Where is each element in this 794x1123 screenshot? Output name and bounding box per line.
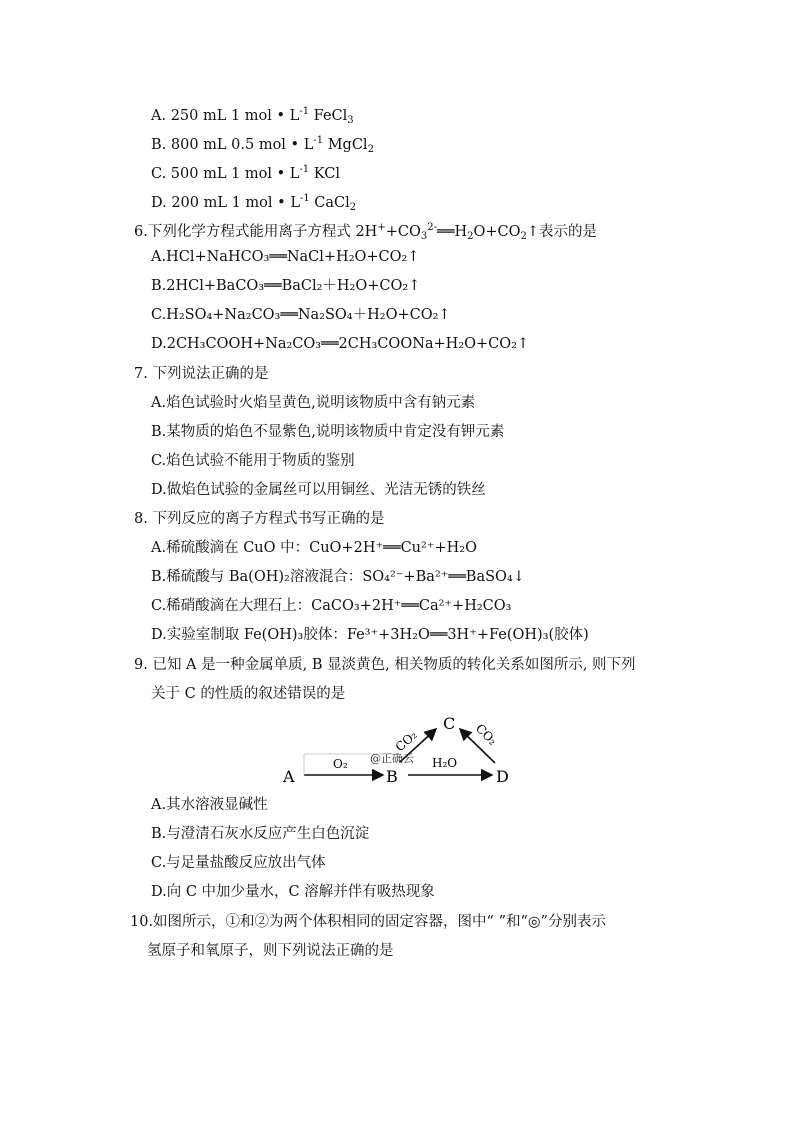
q8-option-c: C.稀硝酸滴在大理石上：CaCO₃+2H⁺══Ca²⁺+H₂CO₃ (151, 598, 512, 614)
q5-option-b (151, 131, 374, 160)
q10-stem-line1: 10.如图所示，①和②为两个体积相同的固定容器，图中“ ”和“◎”分别表示 (130, 914, 606, 930)
q8-stem: 8. 下列反应的离子方程式书写正确的是 (134, 511, 385, 527)
diagram-edge-label-co2-right: CO₂ (472, 721, 500, 748)
q5-option-b-text: B. 800 mL 0.5 mol • L (151, 137, 314, 153)
q7-option-c: C.焰色试验不能用于物质的鉴别 (151, 453, 355, 469)
q8-option-b: B.稀硫酸与 Ba(OH)₂溶液混合：SO₄²⁻+Ba²⁺══BaSO₄↓ (151, 569, 525, 585)
q5-option-a-sub: 3 (347, 115, 354, 126)
q9-option-c: C.与足量盐酸反应放出气体 (151, 855, 326, 871)
q5-option-d-sup: -1 (299, 193, 310, 204)
q6-stem-sub1: 3 (420, 231, 428, 242)
q6-stem-mid1: +CO (385, 224, 421, 240)
diagram-node-b: B (386, 767, 398, 786)
q6-option-a: A.HCl+NaHCO₃══NaCl+H₂O+CO₂↑ (151, 249, 420, 265)
q7-option-a: A.焰色试验时火焰呈黄色,说明该物质中含有钠元素 (151, 395, 476, 411)
q6-stem-start: 6.下列化学方程式能用离子方程式 2H (134, 224, 378, 240)
q6-stem-mid2: ══H (436, 224, 468, 240)
q5-option-a (151, 102, 354, 131)
diagram-edge-label-co2-left: CO₂ (392, 727, 420, 755)
q9-stem-line1: 9. 已知 A 是一种金属单质, B 显淡黄色, 相关物质的转化关系如图所示, 则下列 (134, 657, 636, 673)
q6-stem-sup2: 2- (427, 222, 437, 233)
q7-stem: 7. 下列说法正确的是 (134, 366, 269, 382)
q5-option-b-sup: -1 (313, 135, 324, 146)
q9-conversion-diagram (270, 712, 530, 792)
q5-option-c (151, 160, 340, 184)
q5-option-c-sup: -1 (299, 164, 310, 175)
q7-option-d: D.做焰色试验的金属丝可以用铜丝、光洁无锈的铁丝 (151, 482, 486, 498)
q7-option-b: B.某物质的焰色不显紫色,说明该物质中肯定没有钾元素 (151, 424, 505, 440)
q6-stem-sub2: 2 (467, 231, 474, 242)
q9-option-d: D.向 C 中加少量水，C 溶解并伴有吸热现象 (151, 884, 435, 900)
q5-option-a-formula: FeCl (309, 108, 348, 124)
q8-option-a: A.稀硫酸滴在 CuO 中：CuO+2H⁺══Cu²⁺+H₂O (151, 540, 477, 556)
q5-option-d (151, 189, 356, 218)
q6-stem-sup1: + (377, 222, 386, 233)
q5-option-a-text: A. 250 mL 1 mol • L (151, 108, 300, 124)
q5-option-c-text: C. 500 mL 1 mol • L (151, 166, 300, 182)
q9-option-b: B.与澄清石灰水反应产生白色沉淀 (151, 826, 370, 842)
diagram-edge-label-h2o: H₂O (432, 756, 458, 770)
q9-option-a: A.其水溶液显碱性 (151, 797, 268, 813)
q5-option-a-sup: -1 (299, 106, 310, 117)
diagram-edge-label-o2: O₂ (333, 757, 348, 771)
q6-stem-sub3: 2 (520, 231, 527, 242)
q8-option-d: D.实验室制取 Fe(OH)₃胶体：Fe³⁺+3H₂O══3H⁺+Fe(OH)₃(胶体) (151, 627, 589, 643)
q9-stem-line2: 关于 C 的性质的叙述错误的是 (151, 686, 346, 702)
q5-option-b-sub: 2 (367, 144, 374, 155)
q6-option-d: D.2CH₃COOH+Na₂CO₃══2CH₃COONa+H₂O+CO₂↑ (151, 336, 530, 352)
diagram-node-a: A (283, 767, 295, 786)
diagram-node-c: C (443, 714, 456, 733)
diagram-node-d: D (496, 767, 509, 786)
q6-stem-mid3: O+CO (473, 224, 521, 240)
q5-option-d-sub: 2 (349, 202, 357, 213)
q5-option-b-formula: MgCl (323, 137, 368, 153)
q6-option-c: C.H₂SO₄+Na₂CO₃══Na₂SO₄＋H₂O+CO₂↑ (151, 307, 451, 323)
q10-stem-line2: 氢原子和氧原子，则下列说法正确的是 (147, 943, 394, 959)
q6-stem-end: ↑表示的是 (526, 224, 598, 240)
diagram-watermark: @正确云 (370, 752, 414, 765)
q6-option-b: B.2HCl+BaCO₃══BaCl₂＋H₂O+CO₂↑ (151, 278, 421, 294)
q5-option-d-text: D. 200 mL 1 mol • L (151, 195, 300, 211)
q5-option-d-formula: CaCl (309, 195, 350, 211)
q5-option-c-formula: KCl (309, 166, 340, 182)
q6-stem (134, 218, 597, 247)
